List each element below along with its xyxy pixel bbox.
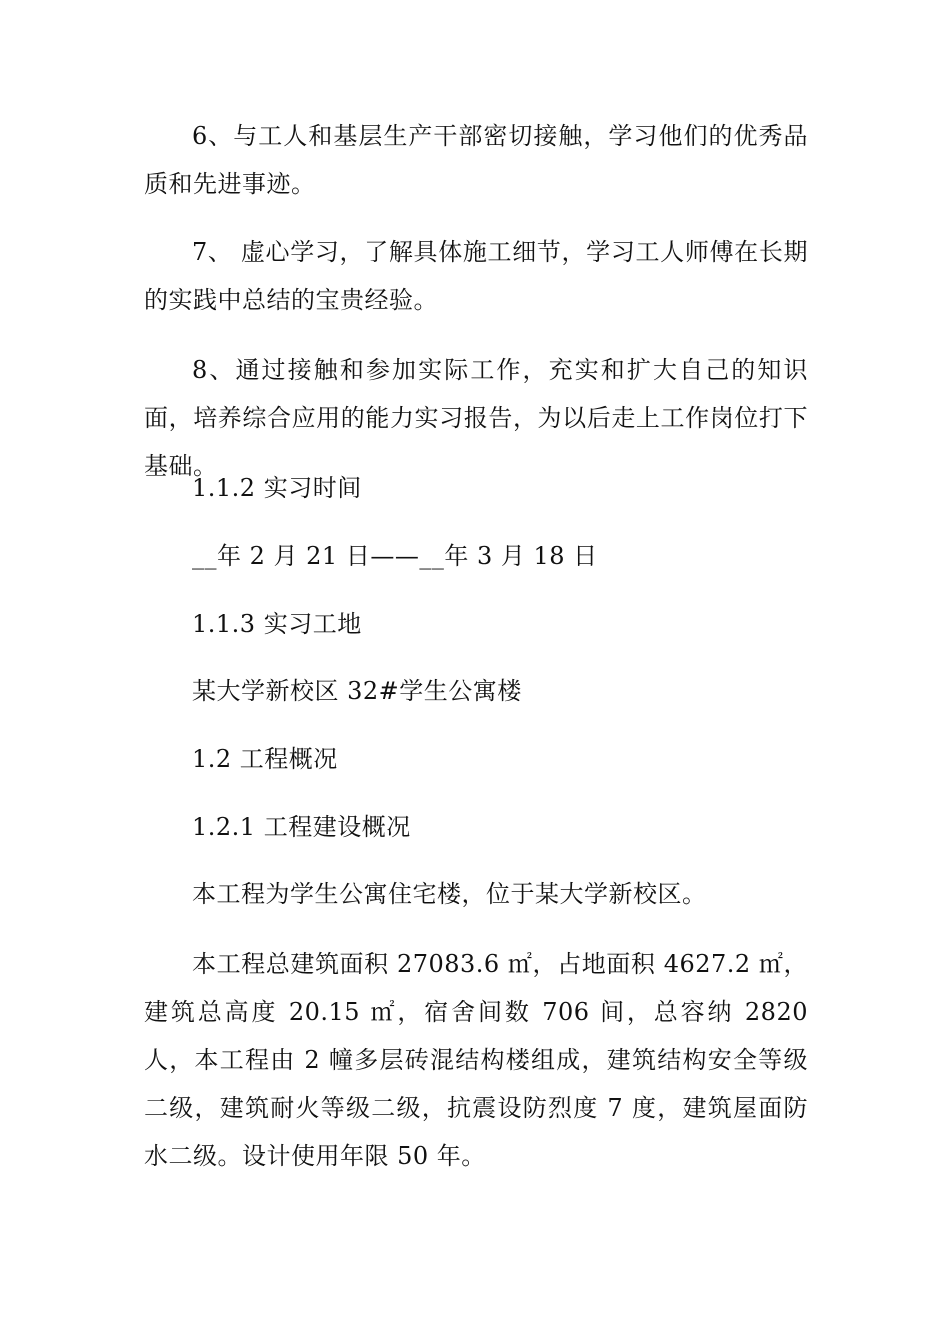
- project-details: 本工程总建筑面积 27083.6 ㎡，占地面积 4627.2 ㎡，建筑总高度 20.15 ㎡，宿舍间数 706 间，总容纳 2820 人，本工程由 2 幢多层砖混结构楼组成，建筑结构安全等级二级，建筑耐火等级二级，抗震设防烈度 7 度，建筑屋面防水二级。设计使用年限 50 年。: [144, 950, 808, 1170]
- internship-site: 某大学新校区 32#学生公寓楼: [192, 677, 522, 705]
- internship-period: __年 2 月 21 日——__年 3 月 18 日: [192, 542, 598, 570]
- paragraph-item-7: 7、 虚心学习，了解具体施工细节，学习工人师傅在长期的实践中总结的宝贵经验。: [144, 238, 808, 314]
- heading-1-1-2: 1.1.2 实习时间: [192, 474, 362, 502]
- heading-1-2-1: 1.2.1 工程建设概况: [192, 813, 411, 841]
- project-intro: 本工程为学生公寓住宅楼，位于某大学新校区。: [192, 880, 707, 908]
- heading-1-1-3: 1.1.3 实习工地: [192, 610, 362, 638]
- heading-1-2: 1.2 工程概况: [192, 745, 338, 773]
- paragraph-item-6: 6、与工人和基层生产干部密切接触，学习他们的优秀品质和先进事迹。: [144, 122, 808, 198]
- paragraph-item-8: 8、通过接触和参加实际工作，充实和扩大自己的知识面，培养综合应用的能力实习报告，为以后走上工作岗位打下基础。: [144, 356, 808, 480]
